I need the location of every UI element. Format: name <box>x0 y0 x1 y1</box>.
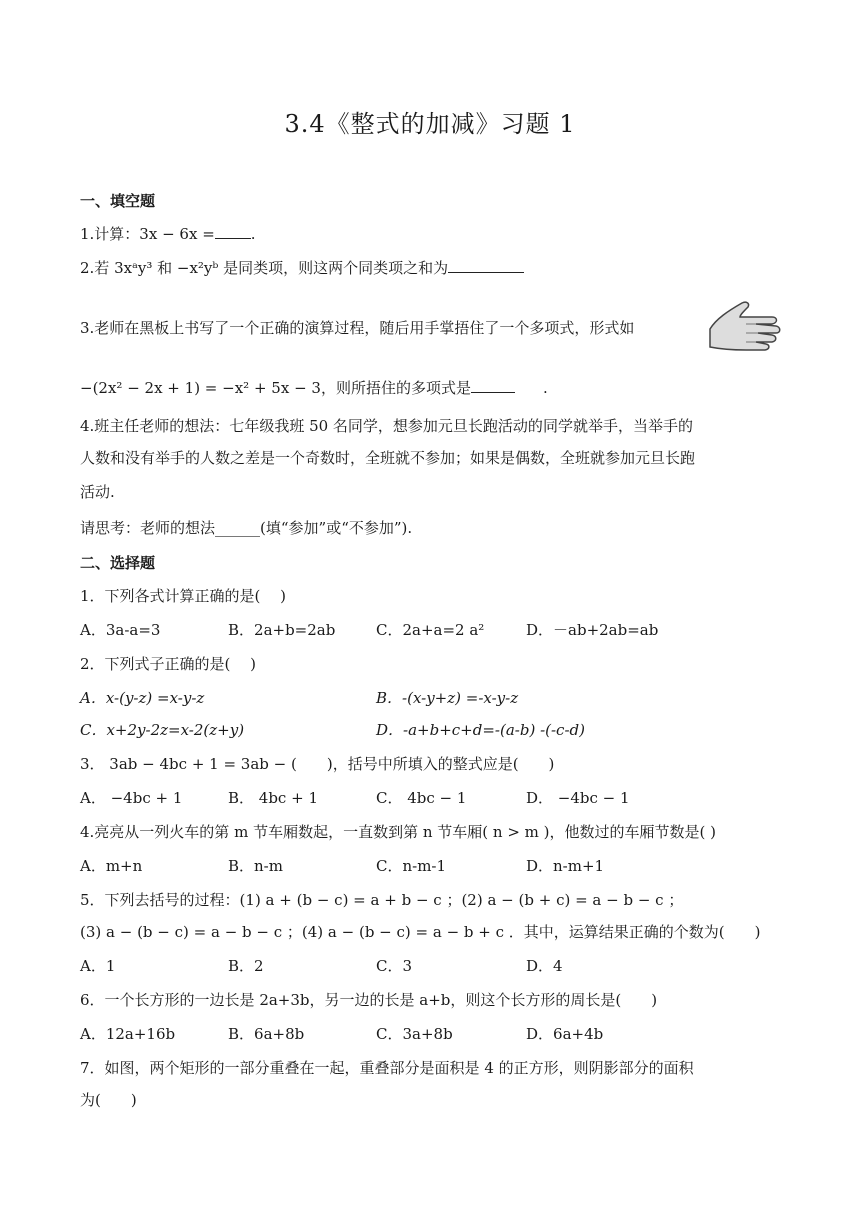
choice-question-6: 6．一个长方形的一边长是 2a+3b，另一边的长是 a+b，则这个长方形的周长是( ) <box>80 991 658 1009</box>
choice-3-option-d[interactable]: D． −4bc − 1 <box>526 789 630 807</box>
answer-blank[interactable] <box>471 378 515 393</box>
choice-1-option-b[interactable]: B．2a+b=2ab <box>228 621 336 639</box>
choice-question-5-line2: (3) a − (b − c) = a − b − c ；(4) a − (b − c) = a − b + c ．其中，运算结果正确的个数为( ) <box>80 923 761 941</box>
section-heading-choice: 二、选择题 <box>80 554 156 572</box>
fill-q1-end: . <box>250 225 256 243</box>
choice-question-2: 2．下列式子正确的是( ) <box>80 655 257 673</box>
answer-blank[interactable] <box>448 258 524 273</box>
choice-2-option-c[interactable]: C．x+2y-2z=x-2(z+y) <box>80 721 245 739</box>
fill-question-4-line1: 4.班主任老师的想法：七年级我班 50 名同学，想参加元旦长跑活动的同学就举手，当举手的 <box>80 417 693 435</box>
choice-5-option-b[interactable]: B．2 <box>228 957 264 975</box>
choice-4-option-b[interactable]: B．n-m <box>228 857 283 875</box>
fill-question-2 <box>80 258 524 278</box>
fill-question-4-line4: 请思考：老师的想法______(填“参加”或“不参加”). <box>80 519 413 537</box>
hand-palm-icon <box>706 297 782 355</box>
choice-5-option-c[interactable]: C．3 <box>376 957 413 975</box>
choice-question-7-line2: 为( ) <box>80 1091 137 1109</box>
choice-3-option-b[interactable]: B． 4bc + 1 <box>228 789 318 807</box>
choice-question-7-line1: 7．如图，两个矩形的一部分重叠在一起，重叠部分是面积是 4 的正方形，则阴影部分的面积 <box>80 1059 694 1077</box>
choice-4-option-a[interactable]: A．m+n <box>80 857 143 875</box>
choice-question-1: 1．下列各式计算正确的是( ) <box>80 587 287 605</box>
choice-question-5-line1: 5．下列去括号的过程：(1) a + (b − c) = a + b − c ；(2) a − (b + c) = a − b − c ； <box>80 891 684 909</box>
choice-question-4: 4.亮亮从一列火车的第 m 节车厢数起，一直数到第 n 节车厢( n > m )，他数过的车厢节数是( ) <box>80 823 716 841</box>
choice-question-3: 3． 3ab − 4bc + 1 = 3ab − ( )，括号中所填入的整式应是( ) <box>80 755 555 773</box>
choice-2-option-b[interactable]: B．-(x-y+z) =-x-y-z <box>376 689 519 707</box>
choice-1-option-c[interactable]: C．2a+a=2 a² <box>376 621 485 639</box>
choice-6-option-c[interactable]: C．3a+8b <box>376 1025 453 1043</box>
fill-q1-text: 1.计算：3x − 6x = <box>80 225 215 243</box>
choice-5-option-d[interactable]: D．4 <box>526 957 563 975</box>
fill-question-4-line3: 活动. <box>80 483 115 501</box>
choice-3-option-a[interactable]: A． −4bc + 1 <box>80 789 183 807</box>
fill-question-1 <box>80 224 256 244</box>
fill-q3-equation: −(2x² − 2x + 1) = −x² + 5x − 3，则所捂住的多项式是 <box>80 379 471 397</box>
fill-q2-text: 2.若 3xᵃy³ 和 −x²yᵇ 是同类项，则这两个同类项之和为 <box>80 259 449 277</box>
fill-question-4-line2: 人数和没有举手的人数之差是一个奇数时，全班就不参加；如果是偶数，全班就参加元旦长跑 <box>80 449 696 467</box>
choice-3-option-c[interactable]: C． 4bc − 1 <box>376 789 467 807</box>
answer-blank[interactable] <box>215 224 251 239</box>
choice-1-option-d[interactable]: D．－ab+2ab=ab <box>526 621 659 639</box>
choice-5-option-a[interactable]: A．1 <box>80 957 116 975</box>
choice-2-option-d[interactable]: D．-a+b+c+d=-(a-b) -(-c-d) <box>376 721 585 739</box>
fill-q3-end: . <box>542 379 548 397</box>
choice-2-option-a[interactable]: A．x-(y-z) =x-y-z <box>80 689 205 707</box>
choice-6-option-d[interactable]: D．6a+4b <box>526 1025 604 1043</box>
choice-4-option-d[interactable]: D．n-m+1 <box>526 857 605 875</box>
choice-6-option-a[interactable]: A．12a+16b <box>80 1025 176 1043</box>
choice-1-option-a[interactable]: A．3a-a=3 <box>80 621 161 639</box>
page-title: 3.4《整式的加减》习题 1 <box>284 110 576 138</box>
choice-6-option-b[interactable]: B．6a+8b <box>228 1025 305 1043</box>
section-heading-fill: 一、填空题 <box>80 192 156 210</box>
fill-question-3-line2 <box>80 378 548 398</box>
choice-4-option-c[interactable]: C．n-m-1 <box>376 857 447 875</box>
fill-question-3-line1: 3.老师在黑板上书写了一个正确的演算过程，随后用手掌捂住了一个多项式，形式如 <box>80 319 635 337</box>
